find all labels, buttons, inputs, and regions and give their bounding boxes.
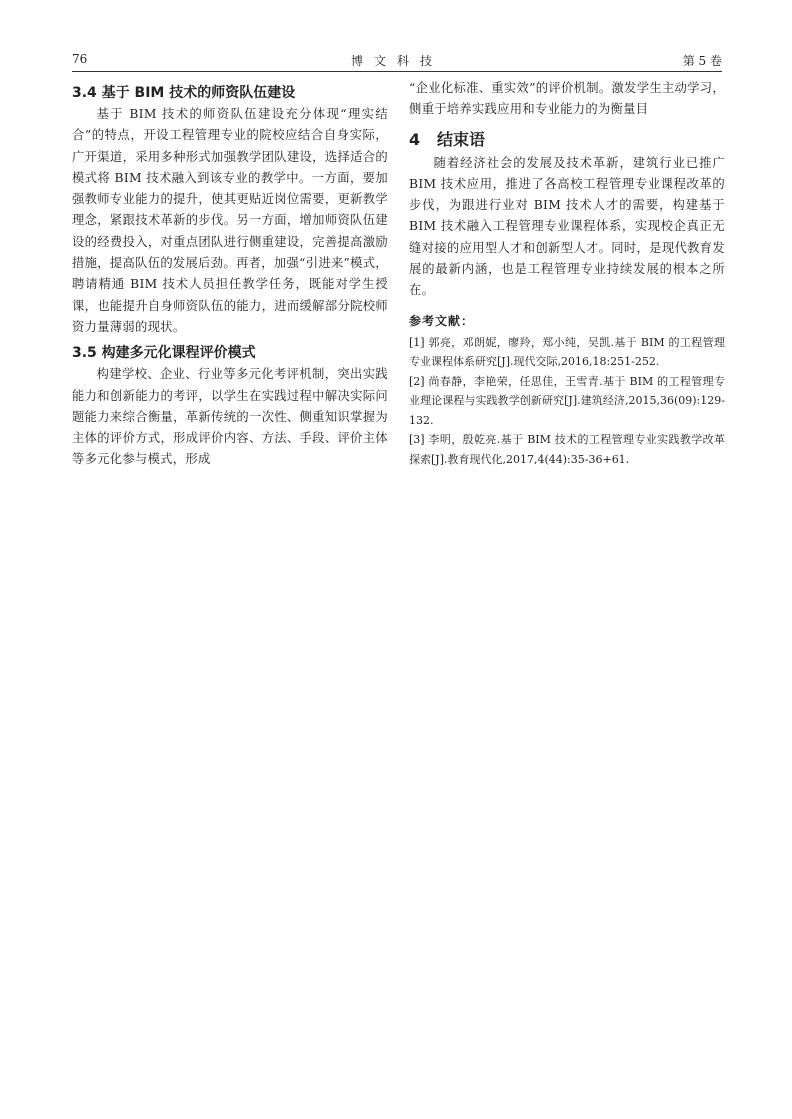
section-4-title: 结束语	[437, 129, 486, 149]
section-4-number: 4	[409, 129, 421, 149]
right-column	[409, 78, 725, 469]
section-3-4-title: 3.4 基于 BIM 技术的师资队伍建设	[72, 85, 296, 101]
references-heading: 参考文献：	[409, 313, 475, 328]
section-3-5-title: 3.5 构建多元化课程评价模式	[72, 345, 256, 362]
section-3-5-continued: “企业化标准、重实效”的评价机制。激发学生主动学习，侧重于培养实践应用和专业能力的为衡量目	[409, 81, 725, 117]
header-rule	[72, 71, 722, 72]
reference-item: [2] 尚春静，李艳荣，任思佳，王雪青.基于 BIM 的工程管理专业理论课程与实践教学创新研究[J].建筑经济,2015,36(09):129-132.	[409, 374, 725, 427]
section-3-5-text: 构建学校、企业、行业等多元化考评机制，突出实践能力和创新能力的考评，以学生在实践过程中解决实际问题能力来综合衡量，革新传统的一次性、侧重知识掌握为主体的评价方式，形成评价内容、方法、手段、评价主体等多元化参与模式，形成	[72, 367, 388, 467]
reference-item: [1] 郭亮，邓朗妮，廖羚，郑小纯，吴凯.基于 BIM 的工程管理专业课程体系研究[J].现代交际,2016,18:251-252.	[409, 335, 725, 369]
section-4-text: 随着经济社会的发展及技术革新，建筑行业已推广 BIM 技术应用，推进了各高校工程管理专业课程改革的步伐，为跟进行业对 BIM 技术人才的需要，构建基于 BIM 技术融入工程管理专业课程体系，实现校企真正无缝对接的应用型人才和创新型人才。同时，是现代教育发展的最新内涵，也是工程管理专业持续发展的根本之所在。	[409, 155, 725, 298]
page-number: 76	[72, 52, 88, 66]
running-header	[72, 52, 722, 70]
journal-name: 博文科技	[350, 54, 443, 68]
volume-label: 第 5 卷	[682, 54, 722, 68]
section-3-4-text: 基于 BIM 技术的师资队伍建设充分体现“理实结合”的特点，开设工程管理专业的院校应结合自身实际，广开渠道，采用多种形式加强教学团队建设，选择适合的模式将 BIM 技术融入到该专业的教学中。一方面，要加强教师专业能力的提升，使其更贴近岗位需要，更新教学理念，紧跟技术革新的步伐。另一方面，增加师资队伍建设的经费投入，对重点团队进行侧重建设，完善提高激励措施，提高队伍的发展后劲。再者，加强“引进来”模式，聘请精通 BIM 技术人员担任教学任务，既能对学生授课，也能提升自身师资队伍的能力，进而缓解部分院校师资力量薄弱的现状。	[72, 107, 388, 334]
left-column	[72, 78, 388, 471]
reference-item: [3] 李明，殷乾亮.基于 BIM 技术的工程管理专业实践教学改革探索[J].教育现代化,2017,4(44):35-36+61.	[409, 433, 725, 466]
section-4-heading	[409, 129, 725, 151]
